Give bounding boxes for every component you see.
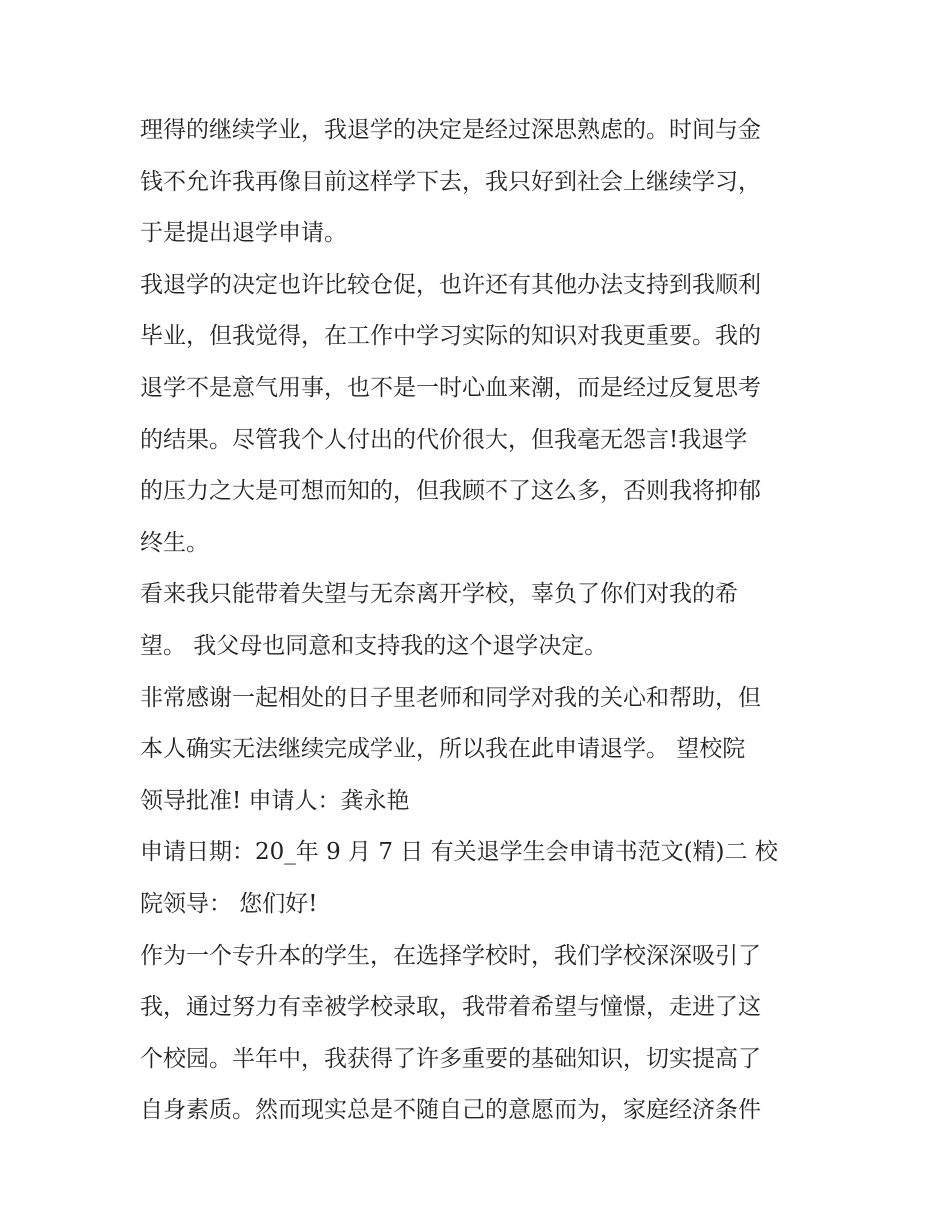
text-line: 钱不允许我再像目前这样学下去，我只好到社会上继续学习， [140, 168, 761, 195]
document-body [140, 105, 820, 1137]
text-line: 退学不是意气用事，也不是一时心血来潮，而是经过反复思考 [140, 374, 761, 401]
text-line: 作为一个专升本的学生，在选择学校时，我们学校深深吸引了 [140, 942, 761, 969]
text-line: 领导批准! 申请人：龚永艳 [140, 787, 410, 814]
text-line: 于是提出退学申请。 [140, 220, 347, 247]
text-line: 非常感谢一起相处的日子里老师和同学对我的关心和帮助，但 [140, 684, 761, 711]
text-line: 个校园。半年中，我获得了许多重要的基础知识，切实提高了 [140, 1045, 761, 1072]
text-line: 毕业，但我觉得，在工作中学习实际的知识对我更重要。我的 [140, 323, 761, 350]
text-line: 申请日期：20_年 9 月 7 日 有关退学生会申请书范文(精)二 校 [140, 839, 778, 866]
text-line: 理得的继续学业，我退学的决定是经过深思熟虑的。时间与金 [140, 117, 761, 143]
text-line: 院领导： 您们好! [140, 890, 318, 917]
text-line: 终生。 [140, 529, 209, 556]
text-line: 看来我只能带着失望与无奈离开学校，辜负了你们对我的希 [140, 581, 738, 608]
text-line: 的结果。尽管我个人付出的代价很大，但我毫无怨言!我退学 [140, 426, 748, 453]
text-line: 自身素质。然而现实总是不随自己的意愿而为，家庭经济条件 [140, 1097, 761, 1124]
text-line: 望。 我父母也同意和支持我的这个退学决定。 [140, 632, 608, 659]
text-line: 我，通过努力有幸被学校录取，我带着希望与憧憬，走进了这 [140, 994, 761, 1021]
text-line: 本人确实无法继续完成学业，所以我在此申请退学。 望校院 [140, 736, 746, 763]
text-line: 我退学的决定也许比较仓促，也许还有其他办法支持到我顺利 [140, 271, 761, 298]
text-line: 的压力之大是可想而知的，但我顾不了这么多，否则我将抑郁 [140, 478, 761, 505]
